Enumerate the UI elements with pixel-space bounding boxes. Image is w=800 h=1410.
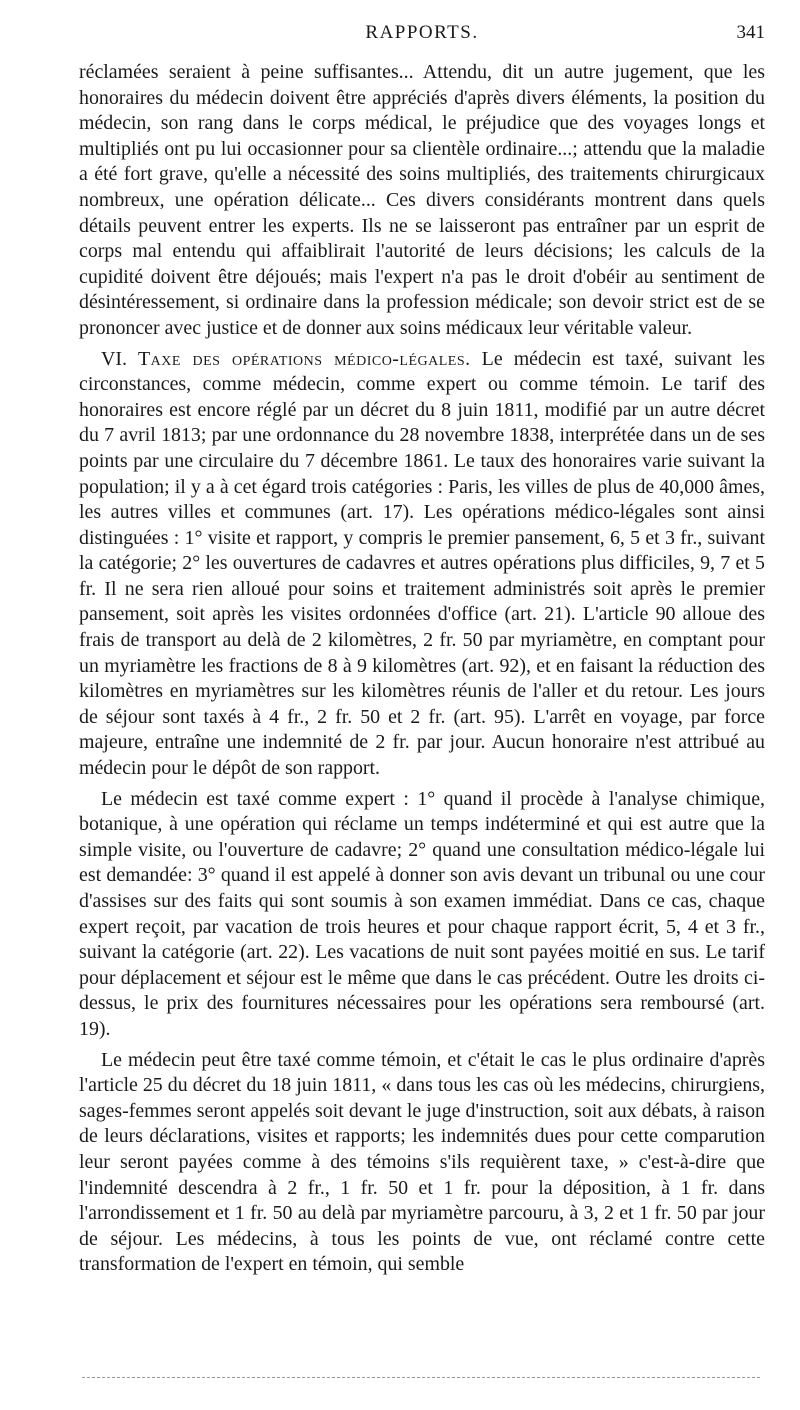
paragraph-section-vi <box>79 347 765 782</box>
paragraph-expert: Le médecin est taxé comme expert : 1° quand il procède à l'analyse chimique, botanique, à une opération qui réclame un temps indéterminé et qui est autre que la simple visite, ou l'ouverture de cadavre; 2° quand une consultation médico-légale lui est demandée: 3° quand il est appelé à donner son avis devant un tribunal ou une cour d'assises sur des faits qui sont soumis à son examen immédiat. Dans ce cas, chaque expert reçoit, par vacation de trois heures et pour chaque rapport écrit, 5, 4 et 3 fr., suivant la catégorie (art. 22). Les vacations de nuit sont payées moitié en sus. Le tarif pour déplacement et séjour est le même que dans le cas précédent. Outre les droits ci-dessus, le prix des fournitures nécessaires pour les opérations sera remboursé (art. 19). <box>79 787 765 1040</box>
paragraph-continued: réclamées seraient à peine suffisantes... Attendu, dit un autre jugement, que les honoraires du médecin doivent être appréciés d'après divers éléments, la position du médecin, son rang dans le corps médical, le préjudice que des voyages longs et multipliés ont pu lui occasionner pour sa clientèle ordinaire...; attendu que la maladie a été fort grave, qu'elle a nécessité des soins multipliés, des traitements chirurgicaux nombreux, une opération délicate... Ces divers considérants montrent dans quels détails peuvent entrer les experts. Ils ne se laisseront pas entraîner par un esprit de corps mal entendu qui affaiblirait l'autorité de leurs décisions; les calculs de la cupidité doivent être déjoués; mais l'expert n'a pas le droit d'obéir au sentiment de désintéressement, si ordinaire dans la profession médicale; son devoir strict est de se prononcer avec justice et de donner aux soins médicaux leur véritable valeur. <box>79 61 765 339</box>
running-title: RAPPORTS. <box>365 22 479 43</box>
section-number: VI. <box>101 347 139 370</box>
section-text: Le médecin est taxé, suivant les circonstances, comme médecin, comme expert ou comme témoin. Le tarif des honoraires est encore réglé par un décret du 8 juin 1811, modifié par un autre décret du 7 avril 1813; par une ordonnance du 28 novembre 1838, interprétée dans un de ses points par une circulaire du 7 décembre 1861. Le taux des honoraires varie suivant la population; il y a à cet égard trois catégories : Paris, les villes de plus de 40,000 âmes, les autres villes et communes (art. 17). Les opérations médico-légales sont ainsi distinguées : 1° visite et rapport, y compris le premier pansement, 6, 5 et 3 fr., suivant la catégorie; 2° les ouvertures de cadavres et autres opérations plus difficiles, 9, 7 et 5 fr. Il ne sera rien alloué pour soins et traitement administrés soit après le premier pansement, soit après les visites ordonnées d'office (art. 21). L'article 90 alloue des frais de transport au delà de 2 kilomètres, 2 fr. 50 par myriamètre, en comptant pour un myriamètre les fractions de 8 à 9 kilomètres (art. 92), et en faisant la réduction des kilomètres en myriamètres sur les kilomètres réunis de l'aller et du retour. Les jours de séjour sont taxés à 4 fr., 2 fr. 50 et 2 fr. (art. 95). L'arrêt en voyage, par force majeure, entraîne une indemnité de 2 fr. par jour. Aucun honoraire n'est attribué au médecin pour le dépôt de son rapport. <box>79 347 766 780</box>
footer-rule <box>82 1377 760 1378</box>
page-number: 341 <box>736 22 765 43</box>
page-header <box>79 22 765 48</box>
body-text <box>79 60 765 1283</box>
section-heading: Taxe des opérations médico-légales. <box>138 347 471 370</box>
paragraph-witness: Le médecin peut être taxé comme témoin, et c'était le cas le plus ordinaire d'après l'article 25 du décret du 18 juin 1811, « dans tous les cas où les médecins, chirurgiens, sages-femmes seront appelés soit devant le juge d'instruction, soit aux débats, à raison de leurs déclarations, visites et rapports; les indemnités dues pour cette comparution leur seront payées comme à des témoins s'ils requièrent taxe, » c'est-à-dire que l'indemnité descendra à 2 fr., 1 fr. 50 et 1 fr. pour la déposition, à 1 fr. dans l'arrondissement et 1 fr. 50 au delà par myriamètre parcouru, à 3, 2 et 1 fr. 50 par jour de séjour. Les médecins, à tous les points de vue, ont réclamé contre cette transformation de l'expert en témoin, qui semble <box>79 1048 765 1276</box>
